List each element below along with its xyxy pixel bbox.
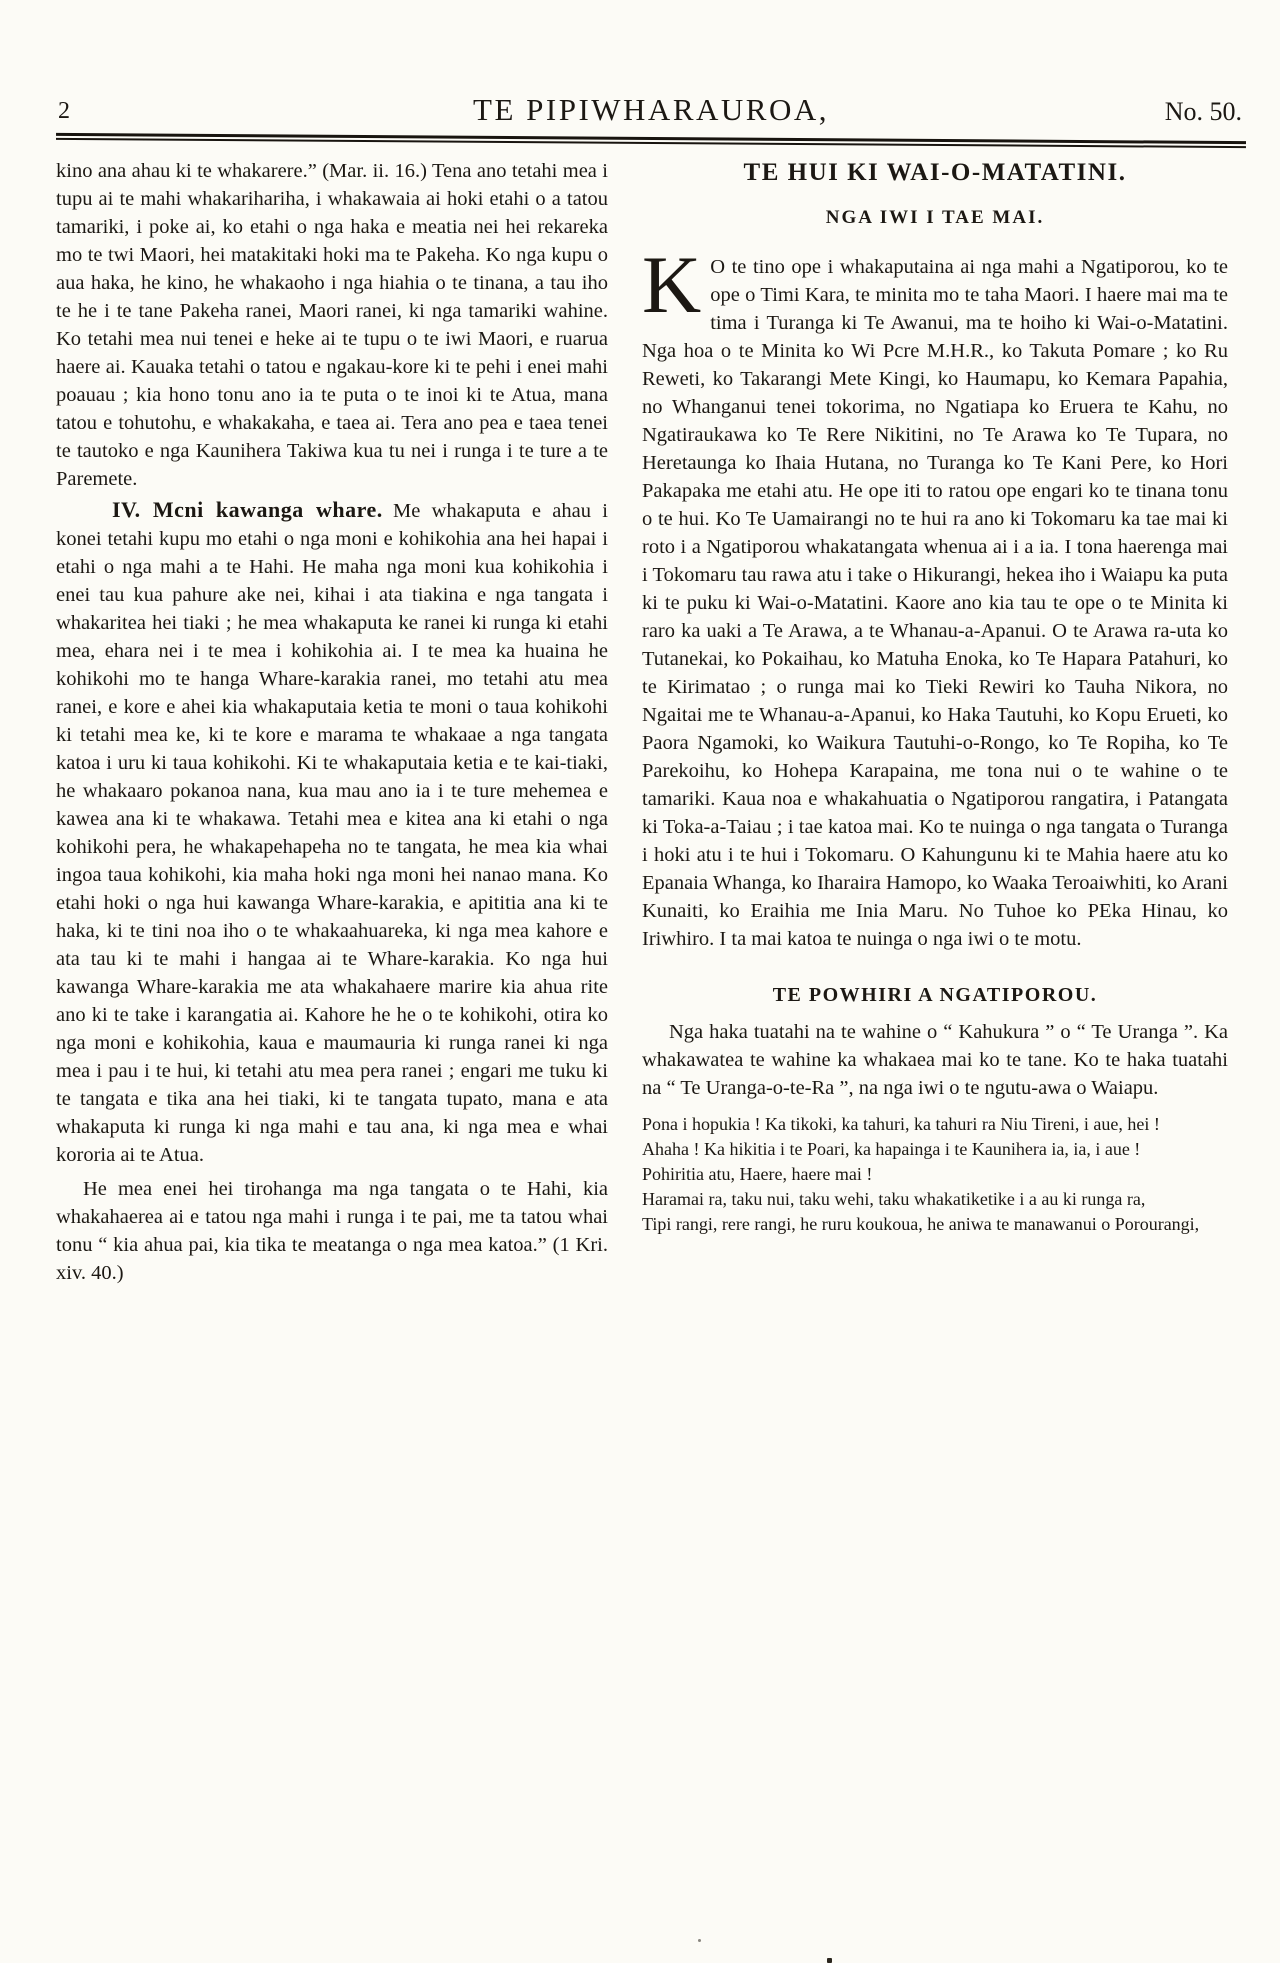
paragraph-powhiri: Nga haka tuatahi na te wahine o “ Kahukura ” o “ Te Uranga ”. Ka whakawatea te wahine ka whakaea mai ko te tane. Ko te haka tuatahi na “ Te Uranga-o-te-Ra ”, na nga iwi o te ngutu-awa o Waiapu.	[642, 1021, 1228, 1099]
page-number: 2	[58, 98, 70, 124]
article-subheading: NGA IWI I TAE MAI.	[825, 207, 1045, 228]
drop-cap-letter: K	[642, 239, 702, 330]
chant-line: Pona i hopukia ! Ka tikoki, ka tahuri, ka tahuri ra Niu Tireni, i aue, hei !	[642, 1114, 1160, 1134]
scan-speck	[827, 1958, 832, 1963]
section-heading-moni-kawanga: IV. Mcni kawanga whare.	[112, 497, 383, 522]
scan-speck	[698, 1939, 701, 1942]
paragraph-text: O te tino ope i whakaputaina ai nga mahi a Ngatiporou, ko te ope o Timi Kara, te minita mo te taha Maori. I haere mai ma te tima i Turanga ki Te Awanui, ma te hoiho ki Wai-o-Matatini. Nga hoa o te Minita ko Wi Pcre M.H.R., ko Takuta Pomare ; ko Ru Reweti, ko Takarangi Mete Kingi, ko Haumapu, ko Kemara Papahia, no Whanganui tenei tokorima, no Ngatiapa ko Eruera te Kahu, no Ngatiraukawa ko Te Rere Nikitini, no Te Arawa ko Te Tupara, no Heretaunga ko Ihaia Hutana, no Turanga ko Te Kani Pere, ko Hori Pakapaka me etahi atu. He ope iti to ratou ope engari ko te tinana tonu o te hui. Ko Te Uamairangi no te hui ra ano ki Tokomaru ka tae mai ki roto i a Ngatiporou whakatangata whenua ai i a ia. I tona haerenga mai i Tokomaru tau rawa atu i take o Hikurangi, hekea iho i Waiapu ka puta ki te puku ki Wai-o-Matatini. Kaore ano kia tau te ope o te Minita ki raro ka uaki a Te Arawa, a te Whanau-a-Apanui. O te Arawa ra-uta ko Tutanekai, ko Pokaihau, ko Matuha Enoka, ko Te Hapara Patahuri, ko te Kirimatao ; o runga mai ko Tieki Rewiri ko Tauha Nikora, no Ngaitai me te Whanau-a-Apanui, ko Haka Tautuhi, ko Kopu Erueti, ko Paora Ngamoki, ko Waikura Tautuhi-o-Rongo, ko Te Ropiha, ko Te Parekoihu, ko Hohepa Karapaina, me tona nui o te wahine o te tamariki. Kaua noa e whakahuatia o Ngatiporou rangatira, i Patangata ki Toka-a-Taiau ; i tae katoa mai. Ko te nuinga o nga tangata o Turanga i hoki atu i te hui i Tokomaru. O Kahungunu ki te Mahia haere atu ko Epanaia Whanga, ko Iharaira Hamopo, ko Waaka Teroaiwhiti, ko Arani Kunaiti, ko Eraihia me Inia Maru. No Tuhoe ko PEka Hinau, ko Iriwhiro. I ta mai katoa te nuinga o nga iwi o te motu.	[642, 256, 1228, 950]
left-column	[56, 157, 608, 1287]
paragraph-dropcap	[642, 239, 1228, 953]
newspaper-title: TE PIPIWHARAUROA,	[473, 92, 829, 127]
issue-number: No. 50.	[1164, 97, 1242, 126]
chant-line: Ahaha ! Ka hikitia i te Poari, ka hapainga i te Kaunihera ia, ia, i aue !	[642, 1139, 1141, 1159]
article-heading: TE HUI KI WAI-O-MATATINI.	[743, 159, 1127, 186]
chant-line: Pohiritia atu, Haere, haere mai !	[642, 1164, 873, 1184]
chant-line: Tipi rangi, rere rangi, he ruru koukoua, he aniwa te manawanui o Porourangi,	[642, 1214, 1200, 1234]
masthead-rule	[56, 133, 1246, 148]
paragraph-text: Me whakaputa e ahau i konei tetahi kupu mo etahi o nga moni e kohikohia ana hei hapai i etahi o nga mahi a te Hahi. He maha nga moni kua kohikohia i enei tau kua pahure ake nei, kihai i ata tiakina e nga tangata i whakaritea hei tiaki ; he mea whakaputa ke ranei ki runga ki etahi mea, ehara nei i te mea i kohikohia ai. I te mea ka huaina he kohikohi mo te hanga Whare-karakia ranei, mo tetahi atu mea ranei, e kore e ahei kia whakaputaia ketia te moni o taua kohikohi ki tetahi mea ke, ki te kore e marama te whakaae a nga tangata katoa i uru ki taua kohikohi. Ki te whakaputaia ketia e te kai-tiaki, he whakaaro pokanoa nana, kua mau ano ia i te ture mehemea e kawea ana ki te whakawa. Tetahi mea e kitea ana ki etahi o nga kohikohi pera, he whakapehapeha no te tangata, he mea kia whai ingoa taua kohikohi, kia maha hoki nga moni hei nanao mana. Ko etahi hoki o nga hui kawanga Whare-karakia, e apititia ana ki te haka, ki te tini noa iho o te whakaahuareka, ki nga mea kahore e ata tau ki te mahi i hangaa ai te Whare-karakia. Ko nga hui kawanga Whare-karakia me ata whakahaere marire kia ahua rite ano ki te take i karangatia ai. Kahore he he o te kohikohi, otira ko nga moni e kohikohia, kaua e maumauria ki runga ranei ki nga mea i pau i te hui, ki tetahi atu mea pera ranei ; engari me tuku ki te tangata e tika ana hei tiaki, ki te tangata tupato, mana e ata whakaputa ki runga ki nga mahi e tau ana, ki nga mea e whai kororia ai te Atua.	[56, 500, 608, 1166]
chant-line: Haramai ra, taku nui, taku wehi, taku whakatiketike i a au ki runga ra,	[642, 1189, 1146, 1209]
section-heading-powhiri: TE POWHIRI A NGATIPOROU.	[772, 984, 1098, 1006]
right-column	[642, 157, 1228, 1287]
paragraph-continuation: kino ana ahau ki te whakarere.” (Mar. ii. 16.) Tena ano tetahi mea i tupu ai te mahi whakarihariha, i whakawaia ai hoki etahi o a tatou tamariki, i poke ai, ko etahi o nga haka e meatia nei hei rekareka mo te twi Maori, hei matakitaki hoki ma te Pakeha. Ko nga kupu o aua haka, he kino, he whakaoho i nga hiahia o te tinana, a tau iho te he i te tane Pakeha ranei, Maori ranei, ki nga tamariki wahine. Ko tetahi mea nui tenei e heke ai te tupu o te iwi Maori, e ruarua haere ai. Kauaka tetahi o tatou e ngakau-kore ki te pehi i enei mahi poauau ; kia hono tonu ano ia te puta o te inoi ki te Atua, mana tatou e tohutohu, e whakakaha, e taea ai. Tera ano pea e taea tenei te tautoko e nga Kaunihera Takiwa kua tu nei i runga i te ture a te Paremete.	[56, 160, 608, 490]
paragraph-moni-kawanga	[56, 496, 608, 1169]
masthead	[56, 84, 1246, 128]
paragraph-closing: He mea enei hei tirohanga ma nga tangata o te Hahi, kia whakahaerea ai e tatou nga mahi i runga i te pai, me ta tatou whai tonu “ kia ahua pai, kia tika te meatanga o nga mea katoa.” (1 Kri. xiv. 40.)	[56, 1178, 608, 1284]
content-columns	[56, 157, 1246, 1287]
chant-verse	[642, 1112, 1228, 1237]
